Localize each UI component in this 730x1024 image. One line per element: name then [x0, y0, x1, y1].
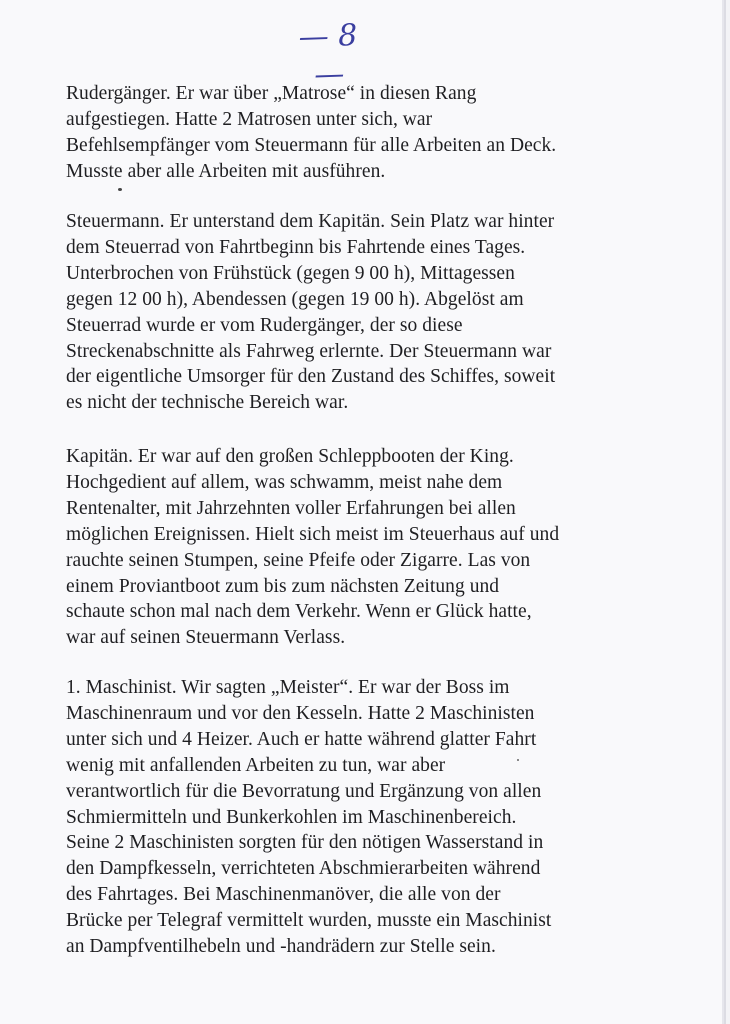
ink-speck-2 — [517, 759, 519, 761]
paragraph-kapitaen: Kapitän. Er war auf den großen Schleppbooten der King. Hochgedient auf allem, was schwamm, meist nahe dem Rentenalter, mit Jahrzehnten voller Erfahrungen bei allen möglichen Ereignissen. Hielt sich meist im Steuerhaus auf und rauchte seinen Stumpen, seine Pfeife oder Zigarre. Las von einem Proviantboot zum bis zum nächsten Zeitung und schaute schon mal nach dem Verkehr. Wenn er Glück hatte, war auf seinen Steuermann Verlass. — [66, 446, 560, 649]
paragraph-maschinist: 1. Maschinist. Wir sagten „Meister“. Er war der Boss im Maschinenraum und vor den Kesseln. Hatte 2 Maschinisten unter sich und 4 Heizer. Auch er hatte während glatter Fahrt wenig mit anfallenden Arbeiten zu tun, war aber verantwortlich für die Bevorratung und Ergänzung von allen Schmiermitteln und Bunkerkohlen im Maschinenbereich. Seine 2 Maschinisten sorgten für den nötigen Wasserstand in den Dampfkesseln, verrichteten Abschmierarbeiten während des Fahrtages. Bei Maschinenmanöver, die alle von der Brücke per Telegraf vermittelt wurden, musste ein Maschinist an Dampfventilhebeln und -handrädern zur Stelle sein. — [66, 677, 552, 958]
paragraph-steuermann: Steuermann. Er unterstand dem Kapitän. Sein Platz war hinter dem Steuerrad von Fahrtbeginn bis Fahrtende eines Tages. Unterbrochen von Frühstück (gegen 9 00 h), Mittagessen gegen 12 00 h), Abendessen (gegen 19 00 h). Abgelöst am Steuerrad wurde er vom Rudergänger, der so diese Streckenabschnitte als Fahrweg erlernte. Der Steuermann war der eigentliche Umsorger für den Zustand des Schiffes, soweit es nicht der technische Bereich war. — [66, 211, 556, 414]
ink-speck — [118, 188, 122, 191]
paragraph-rudergaenger: Rudergänger. Er war über „Matrose“ in diesen Rang aufgestiegen. Hatte 2 Matrosen unter sich, war Befehlsempfänger vom Steuermann für alle Arbeiten an Deck. Musste aber alle Arbeiten mit ausführen. — [66, 83, 557, 182]
handwritten-page-number: — 8 — — [298, 17, 358, 93]
